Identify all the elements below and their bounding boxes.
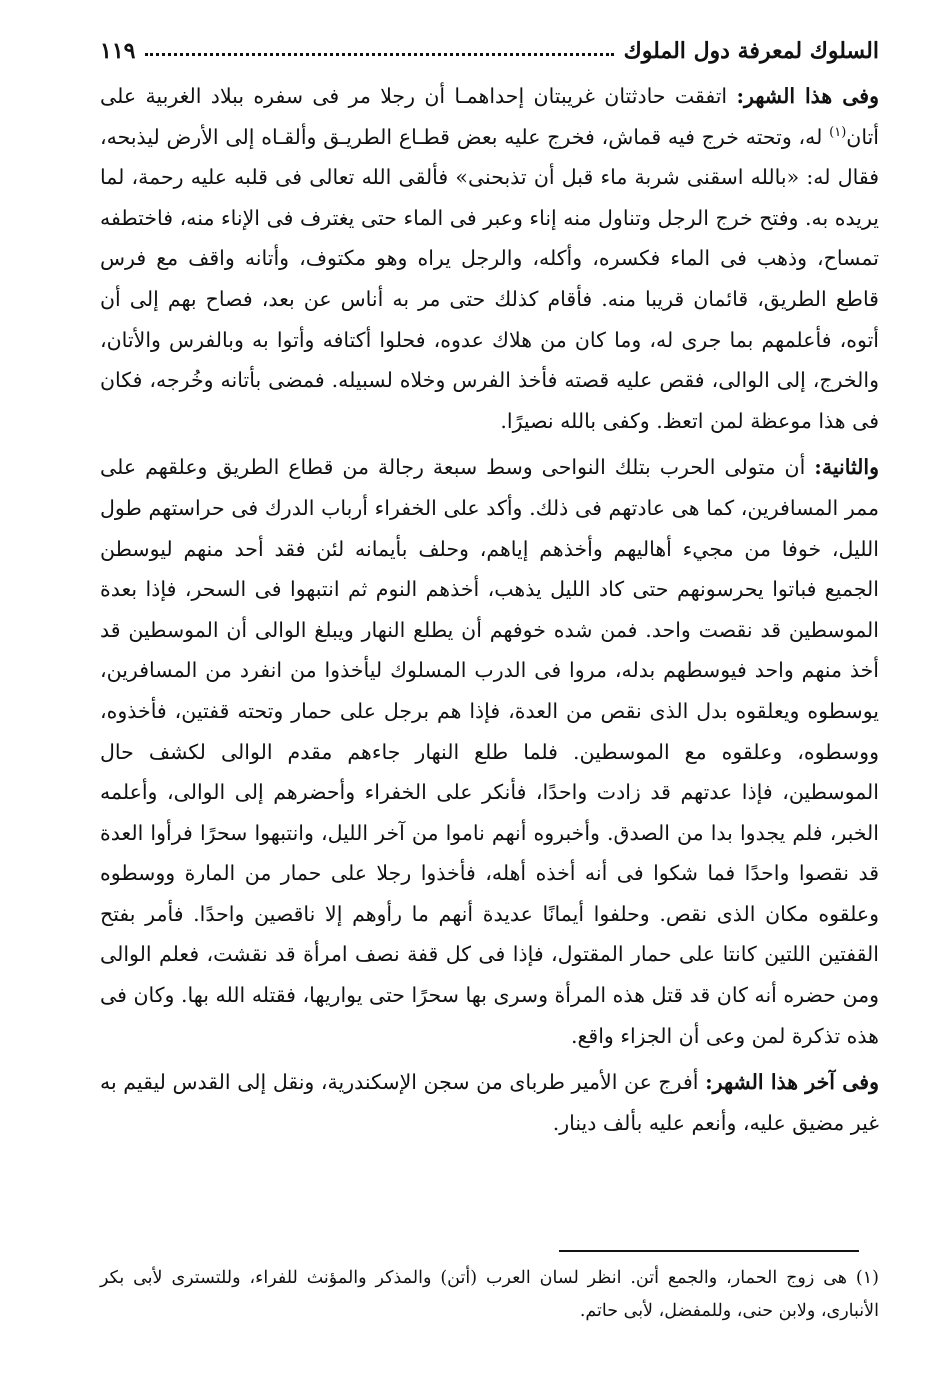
footnote-divider [559,1250,859,1252]
main-text [100,76,879,1143]
paragraph-text: أفرج عن الأمير طرباى من سجن الإسكندرية، ونقل إلى القدس ليقيم به غير مضيق عليه، وأنعم عليه بألف دينار. [100,1070,879,1135]
paragraph-first-incident [100,76,879,441]
footnotes [100,1262,879,1328]
paragraph-end-of-month [100,1062,879,1143]
footnote-text: (١) هى زوج الحمار، والجمع أتن. انظر لسان العرب (أتن) والمذكر والمؤنث للفراء، وللتسترى لأبى بكر الأنبارى، ولابن حنى، وللمفضل، لأبى حاتم. [100,1268,879,1321]
paragraph-text: له، وتحته خرج فيه قماش، فخرج عليه بعض قطـاع الطريـق وألقـاه إلى الأرض ليذبحه، فقال له: «بالله اسقنى شربة ماء قبل أن تذبحنى» فألقى الله تعالى فى قلبه عليه رحمة، لما يريده به. وفتح خرج الرجل وتناول منه إناء وعبر فى الماء حتى يغترف فى الإناء منه، فاختطفه تمساح، وذهب فى الماء فكسره، وأكله، والرجل يراه وهو مكتوف، وأتانه واقف مع فرس قاطع الطريق، قائمان قريبا منه. فأقام كذلك حتى مر به أناس عن بعد، فصاح بهم إلى أن أتوه، فأعلمهم بما جرى له، وما كان من هلاك عدوه، فحلوا أكتافه وأتوا به وبالفرس والأتان، والخرج، إلى الوالى، فقص عليه قصته فأخذ الفرس وخلاه لسبيله. فمضى بأتانه وخُرجه، فكان فى هذا موعظة لمن اتعظ. وكفى بالله نصيرًا. [100,124,879,433]
book-title: السلوك لمعرفة دول الملوك [623,38,879,64]
paragraph-lead: والثانية: [814,455,879,480]
paragraph-second-incident [100,447,879,1056]
paragraph-text: أن متولى الحرب بتلك النواحى وسط سبعة رجالة من قطاع الطريق وعلقهم على ممر المسافرين، كما هى عادتهم فى ذلك. وأكد على الخفراء أرباب الدرك فى حراستهم طول الليل، خوفا من مجيء أهاليهم وأخذهم إياهم، وحلف بأيمانه لئن فقد أحد منهم ليوسطن الجميع فباتوا يحرسونهم حتى كاد الليل يذهب، أخذهم النوم ثم انتبهوا فى السحر، فإذا بعدة الموسطين قد نقصت واحد. فمن شده خوفهم أن يطلع النهار ويبلغ الوالى أن الموسطين قد أخذ منهم واحد فيوسطهم بدله، مروا فى الدرب المسلوك ليأخذوا من انفرد من المسافرين، يوسطوه ويعلقوه بدل الذى نقص من العدة، فإذا هم برجل على حمار وتحته قفتين، فأخذوه، ووسطوه، وعلقوه مع الموسطين. فلما طلع النهار جاءهم مقدم الوالى لكشف حال الموسطين، فإذا عدتهم قد زادت واحدًا، فأنكر على الخفراء وأحضرهم إلى الوالى، وأعلمه الخبر، فلم يجدوا بدا من الصدق. وأخبروه أنهم ناموا من آخر الليل، وانتبهوا سحرًا فرأوا العدة قد نقصوا واحدًا فما شكوا فى أنه أخذه أهله، فأخذوا رجلا على حمار من المارة ووسطوه وعلقوه مكان الذى نقص. وحلفوا أيمانًا عديدة أنهم ما رأوهم إلا ناقصين واحدًا. فأمر بفتح القفتين اللتين كانتا على حمار المقتول، فإذا فى كل قفة نصف امرأة قد نقشت، فعلم الوالى ومن حضره أنه كان قد قتل هذه المرأة وسرى بها سحرًا حتى يواريها، فقتله الله بها. وكان فى هذه تذكرة لمن وعى أن الجزاء واقع. [100,455,879,1048]
paragraph-lead: وفى آخر هذا الشهر: [705,1070,879,1095]
page-number: ١١٩ [100,38,136,64]
header-leader-dots [145,53,613,56]
paragraph-text: اتفقت حادثتان غريبتان إحداهمـا أن رجلا مر فى سفره ببلاد الغربية على أتان [100,84,879,149]
running-header [100,30,879,64]
paragraph-lead: وفى هذا الشهر: [736,84,879,108]
footnote-reference[interactable]: (١) [829,124,847,140]
